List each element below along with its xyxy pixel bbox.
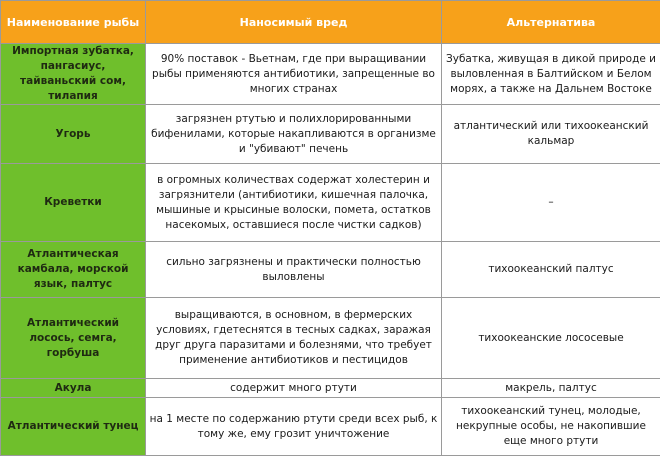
alternative-cell: макрель, палтус	[442, 379, 660, 398]
alternative-cell: –	[442, 164, 660, 242]
fish-name-cell: Акула	[1, 379, 146, 398]
fish-name-cell: Креветки	[1, 164, 146, 242]
harm-cell: загрязнен ртутью и полихлорированными бифенилами, которые накапливаются в организме и "убивают" печень	[146, 105, 442, 164]
alternative-cell: тихоокеанский палтус	[442, 242, 660, 298]
alternative-cell: Зубатка, живущая в дикой природе и выловленная в Балтийском и Белом морях, а также на Дальнем Востоке	[442, 44, 660, 105]
harm-cell: содержит много ртути	[146, 379, 442, 398]
fish-name-cell: Угорь	[1, 105, 146, 164]
table-row	[1, 164, 660, 242]
harm-cell: сильно загрязнены и практически полностью выловлены	[146, 242, 442, 298]
fish-name-cell: Атлантическая камбала, морской язык, палтус	[1, 242, 146, 298]
alternative-cell: атлантический или тихоокеанский кальмар	[442, 105, 660, 164]
table-row	[1, 398, 660, 456]
fish-name-cell: Атлантический тунец	[1, 398, 146, 456]
harm-cell: выращиваются, в основном, в фермерских условиях, гдетеснятся в тесных садках, заражая друг друга паразитами и болезнями, что требует применение антибиотиков и пестицидов	[146, 298, 442, 379]
table-row	[1, 298, 660, 379]
fish-name-cell: Импортная зубатка, пангасиус, тайваньский сом, тилапия	[1, 44, 146, 105]
table-row	[1, 242, 660, 298]
table-row	[1, 105, 660, 164]
header-fish-name: Наименование рыбы	[1, 1, 146, 44]
table-row	[1, 44, 660, 105]
header-row	[1, 1, 660, 44]
table-row	[1, 379, 660, 398]
alternative-cell: тихоокеанский тунец, молодые, некрупные особы, не накопившие еще много ртути	[442, 398, 660, 456]
harm-cell: 90% поставок - Вьетнам, где при выращивании рыбы применяются антибиотики, запрещенные во многих странах	[146, 44, 442, 105]
header-harm: Наносимый вред	[146, 1, 442, 44]
fish-name-cell: Атлантический лосось, семга, горбуша	[1, 298, 146, 379]
header-alternative: Альтернатива	[442, 1, 660, 44]
alternative-cell: тихоокеанские лососевые	[442, 298, 660, 379]
harm-cell: на 1 месте по содержанию ртути среди всех рыб, к тому же, ему грозит уничтожение	[146, 398, 442, 456]
harm-cell: в огромных количествах содержат холестерин и загрязнители (антибиотики, кишечная палочка, мышиные и крысиные волоски, помета, остатков насекомых, оставшиеся после чистки садков)	[146, 164, 442, 242]
